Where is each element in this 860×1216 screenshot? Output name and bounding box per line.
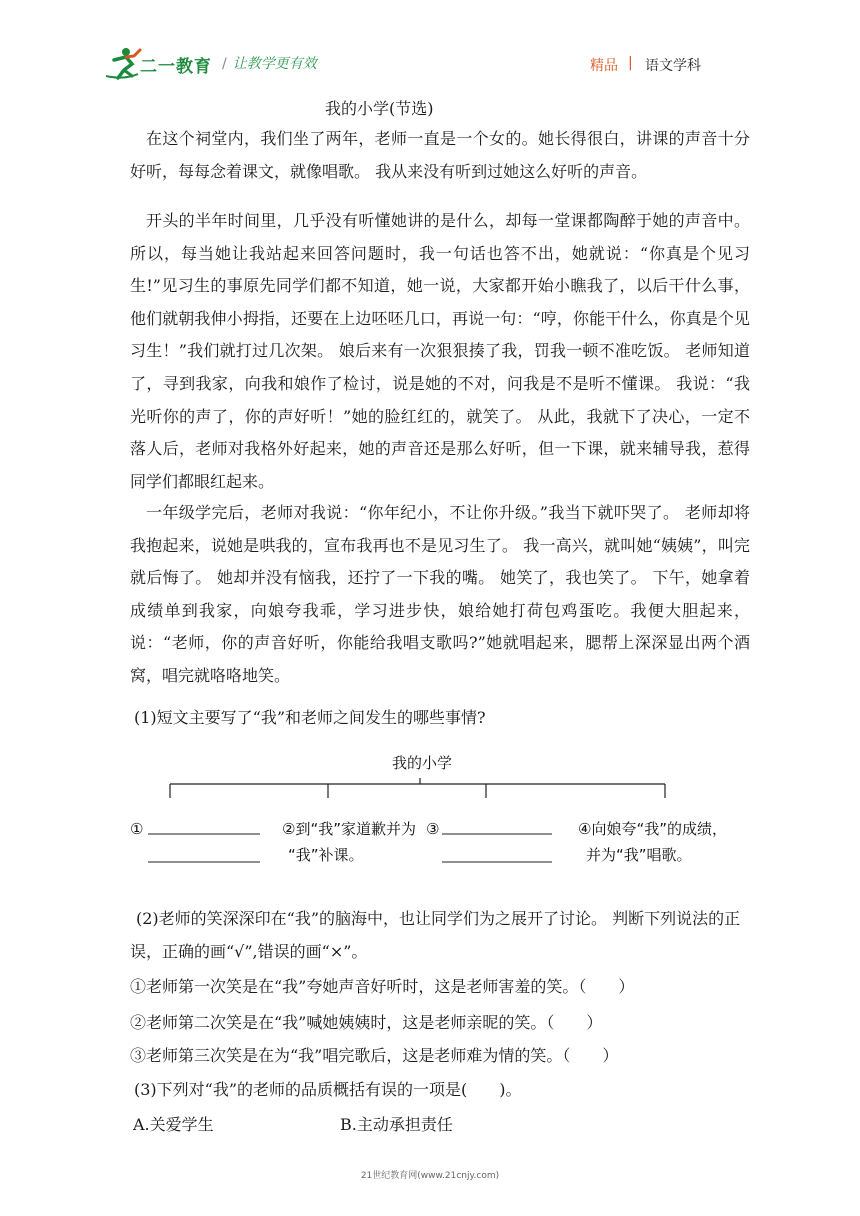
diagram-item-4-line1: ④向娘夸“我”的成绩， xyxy=(578,820,727,838)
article-title: 我的小学(节选) xyxy=(325,99,434,118)
slogan xyxy=(222,53,317,73)
brand-label: 精品 xyxy=(590,58,618,74)
article-paragraph-2: 开头的半年时间里，几乎没有听懂她讲的是什么，却每一堂课都陶醉于她的声音中。所以，每当她让我站起来回答问题时，我一句话也答不出，她就说：“你真是个见习生!”见习生的事原先同学们都不知道，她一说，大家都开始小瞧我了，以后干什么事，他们就朝我伸小拇指，还要在上边呸呸几口，再说一句：“哼，你能干什么，你真是个见习生！”我们就打过几次架。 娘后来有一次狠狠揍了我，罚我一顿不准吃饭。 老师知道了，寻到我家，向我和娘作了检讨，说是她的不对，问我是不是听不懂课。 我说：“我光听你的声了，你的声好听！”她的脸红红的，就笑了。 从此，我就下了决心，一定不落人后，老师对我格外好起来，她的声音还是那么好听，但一下课，就来辅导我，惹得同学们都眼红起来。 xyxy=(130,211,750,491)
judgment-item-2: ②老师第二次笑是在“我”喊她姨姨时，这是老师亲昵的笑。（ ） xyxy=(130,1013,603,1032)
diagram-item-4-line2: 并为“我”唱歌。 xyxy=(586,846,692,864)
logo-text: 二一教育 xyxy=(140,57,212,77)
article-paragraph-3: 一年级学完后，老师对我说：“你年纪小，不让你升级。”我当下就吓哭了。 老师却将我抱起来，说她是哄我的，宣布我再也不是见习生了。 我一高兴，就叫她“姨姨”，叫完就后悔了。 她却并没有恼我，还拧了一下我的嘴。 她笑了，我也笑了。 下午，她拿着成绩单到我家，向娘夸我乖，学习进步快，娘给她打荷包鸡蛋吃。我便大胆起来，说：“老师，你的声音好听，你能给我唱支歌吗?”她就唱起来，腮帮上深深显出两个酒窝，唱完就咯咯地笑。 xyxy=(130,503,750,685)
option-b: B.主动承担责任 xyxy=(340,1115,453,1134)
structure-diagram xyxy=(120,748,730,878)
option-a: A.关爱学生 xyxy=(133,1115,214,1134)
slogan-text: 让教学更有效 xyxy=(232,56,317,72)
brand-separator: | xyxy=(628,55,633,71)
subject-label: 语文学科 xyxy=(645,58,701,74)
diagram-item-2-line1: ②到“我”家道歉并为 xyxy=(282,820,416,838)
article-paragraph-1: 在这个祠堂内，我们坐了两年，老师一直是一个女的。她长得很白，讲课的声音十分好听，每每念着课文，就像唱歌。 我从来没有听到过她这么好听的声音。 xyxy=(130,129,750,181)
diagram-item-1-num: ① xyxy=(130,820,144,838)
question-3: (3)下列对“我”的老师的品质概括有误的一项是( )。 xyxy=(134,1080,522,1099)
page-header xyxy=(0,0,860,90)
diagram-root-label: 我的小学 xyxy=(392,754,453,772)
diagram-item-3-num: ③ xyxy=(426,820,440,838)
diagram-item-2-line2: “我”补课。 xyxy=(288,846,364,864)
judgment-item-1: ①老师第一次笑是在“我”夸她声音好听时，这是老师害羞的笑。（ ） xyxy=(130,977,635,996)
page-footer: 21世纪教育网(www.21cnjy.com) xyxy=(360,1171,500,1181)
slogan-separator: / xyxy=(222,56,227,72)
judgment-item-3: ③老师第三次笑是在为“我”唱完歌后，这是老师难为情的笑。（ ） xyxy=(130,1046,619,1065)
question-1: (1)短文主要写了“我”和老师之间发生的哪些事情? xyxy=(134,708,486,727)
question-2: (2)老师的笑深深印在“我”的脑海中，也让同学们为之展开了讨论。 判断下列说法的正误，正确的画“√”,错误的画“×”。 xyxy=(130,909,741,961)
